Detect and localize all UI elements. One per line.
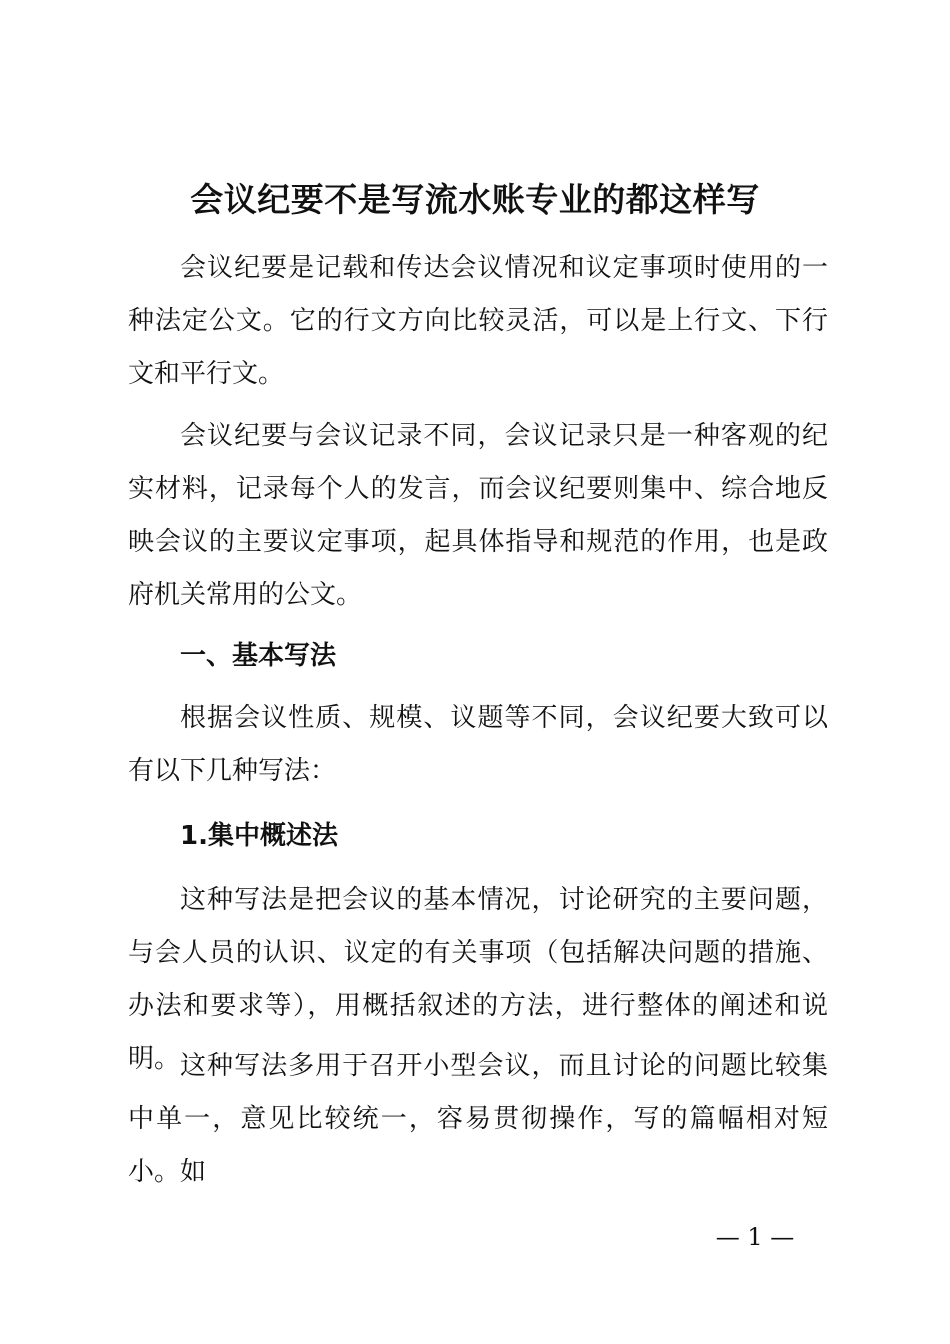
paragraph-4: 这种写法是把会议的基本情况，讨论研究的主要问题，与会人员的认识、议定的有关事项（包括解决问题的措施、办法和要求等），用概括叙述的方法，进行整体的阐述和说明。	[128, 885, 828, 1074]
page-number: — 1 —	[715, 1223, 795, 1251]
paragraph-5: 这种写法多用于召开小型会议，而且讨论的问题比较集中单一，意见比较统一，容易贯彻操作，写的篇幅相对短小。如	[128, 1051, 828, 1187]
paragraph-3: 根据会议性质、规模、议题等不同，会议纪要大致可以有以下几种写法：	[128, 703, 828, 786]
section-heading-basic-method: 一、基本写法	[180, 641, 337, 671]
paragraph-1: 会议纪要是记载和传达会议情况和议定事项时使用的一种法定公文。它的行文方向比较灵活，可以是上行文、下行文和平行文。	[128, 253, 828, 389]
document-title: 会议纪要不是写流水账专业的都这样写	[190, 180, 760, 219]
subsection-heading-summary-method: 1.集中概述法	[180, 821, 338, 851]
paragraph-2: 会议纪要与会议记录不同，会议记录只是一种客观的纪实材料，记录每个人的发言，而会议纪要则集中、综合地反映会议的主要议定事项，起具体指导和规范的作用，也是政府机关常用的公文。	[128, 421, 828, 610]
